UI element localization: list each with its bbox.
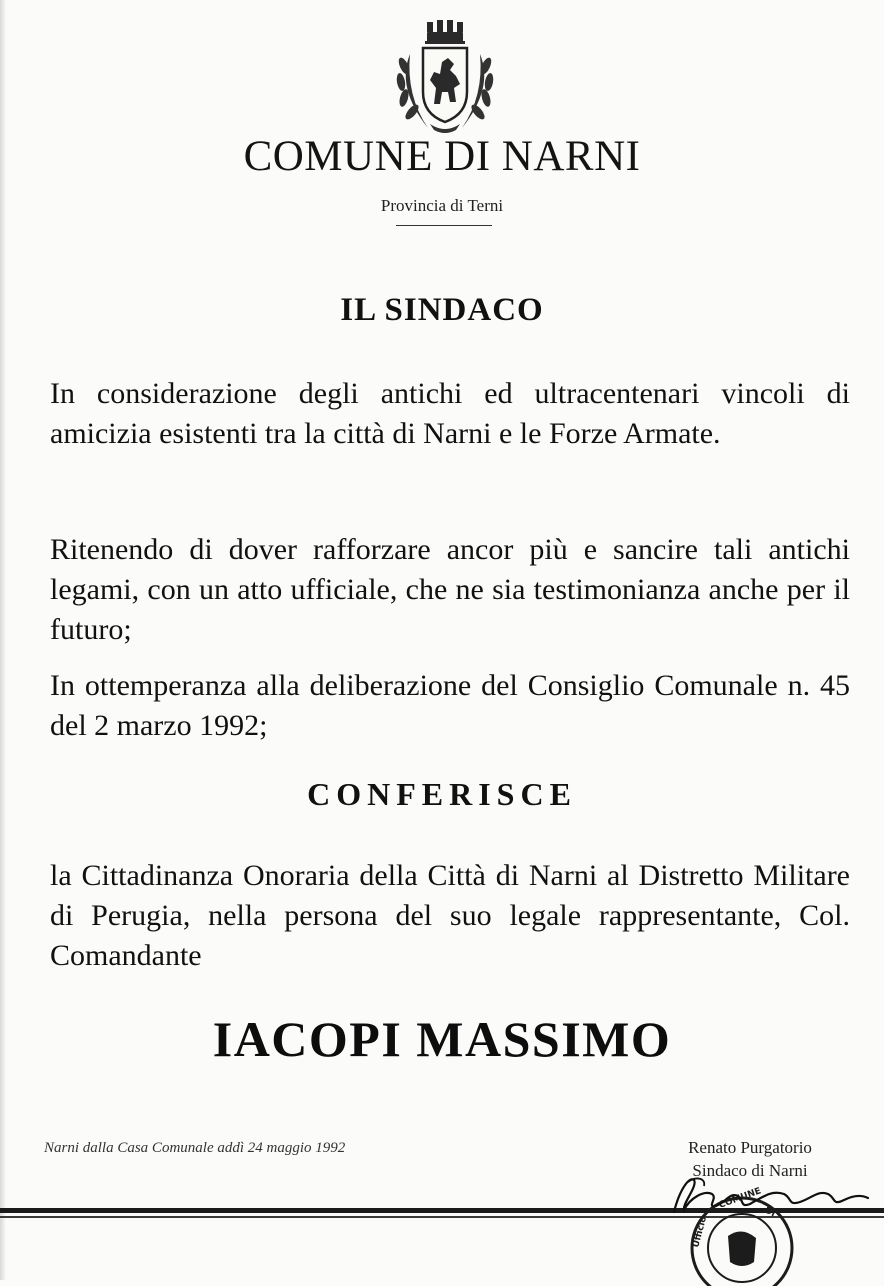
municipality-name: COMUNE DI NARNI <box>243 133 641 180</box>
header-divider <box>396 225 492 226</box>
honoree-name: IACOPI MASSIMO <box>212 1011 672 1067</box>
place-date-line: Narni dalla Casa Comunale addì 24 maggio 1992 <box>44 1140 346 1156</box>
signer-name: Renato Purgatorio <box>688 1138 812 1157</box>
svg-text:DI: DI <box>762 1205 777 1220</box>
scan-edge-shadow <box>0 0 6 1280</box>
coat-of-arms-icon <box>390 18 500 136</box>
province-label: Provincia di Terni <box>380 196 504 215</box>
signer-role: Sindaco di Narni <box>692 1161 808 1180</box>
handwritten-signature-icon <box>660 1168 876 1220</box>
svg-text:Ufficio: Ufficio <box>691 1215 710 1249</box>
paragraph-ritenendo: Ritenendo di dover rafforzare ancor più e sancire tali antichi legami, con un atto ufficiale, che ne sia testimonianza anche per il futuro; <box>50 533 850 646</box>
svg-text:COMUNE: COMUNE <box>717 1186 763 1211</box>
paragraph-considerazione: In considerazione degli antichi ed ultracentenari vincoli di amicizia esistenti tra la città di Narni e le Forze Armate. <box>50 377 850 450</box>
action-heading: CONFERISCE <box>307 776 577 812</box>
mayor-heading: IL SINDACO <box>340 292 544 328</box>
paragraph-ottemperanza: In ottemperanza alla deliberazione del Consiglio Comunale n. 45 del 2 marzo 1992; <box>50 669 850 742</box>
conferral-paragraph: la Cittadinanza Onoraria della Città di Narni al Distretto Militare di Perugia, nella persona del suo legale rappresentante, Col. Comandante <box>50 859 850 972</box>
